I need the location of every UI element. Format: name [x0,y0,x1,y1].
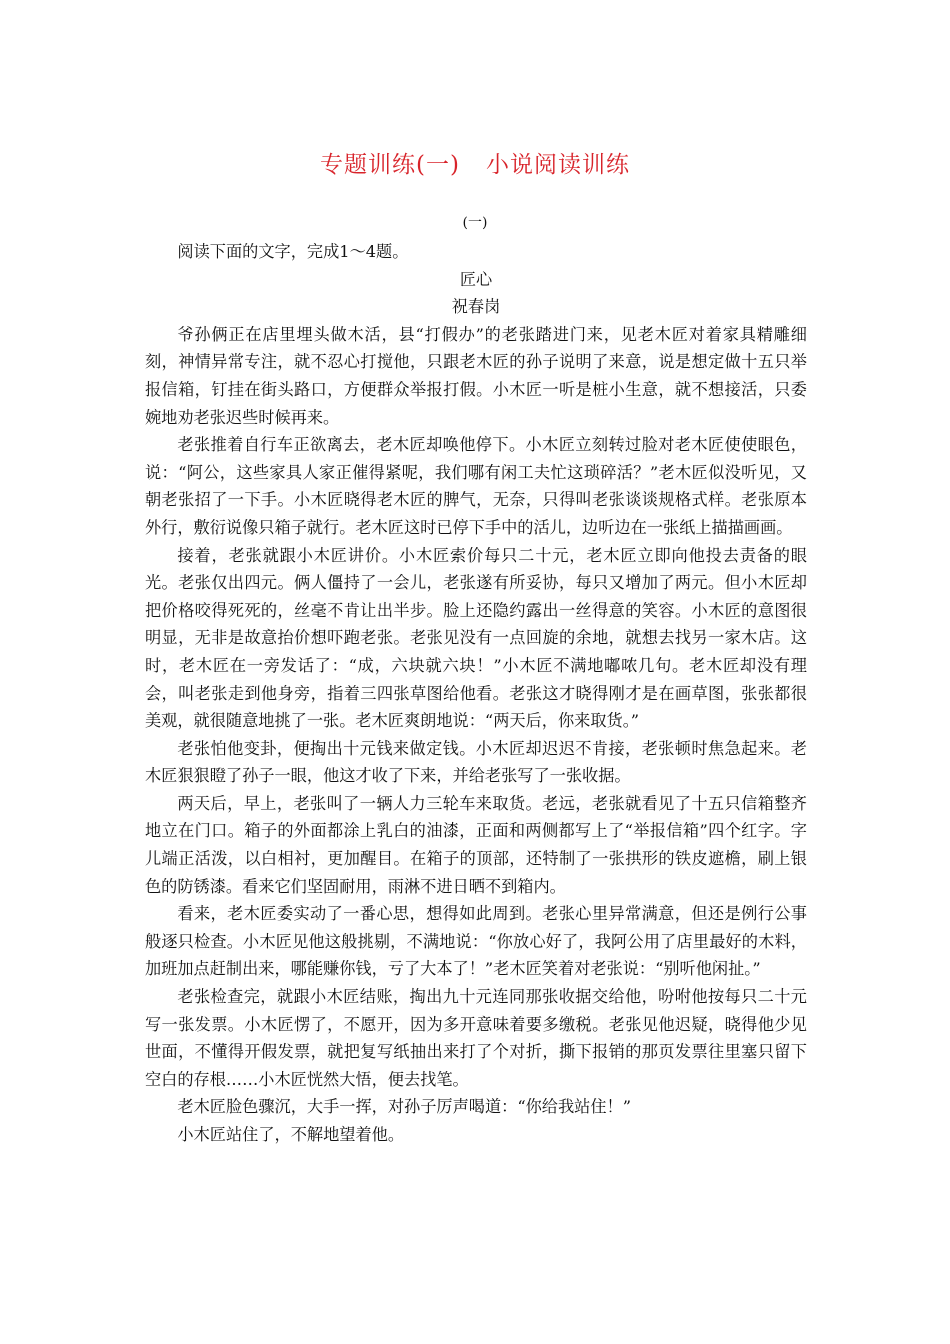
paragraph: 老张检查完，就跟小木匠结账，掏出九十元连同那张收据交给他，吩咐他按每只二十元写一张发票。小木匠愣了，不愿开，因为多开意味着要多缴税。老张见他迟疑，晓得他少见世面，不懂得开假发票，就把复写纸抽出来打了个对折，撕下报销的那页发票往里塞只留下空白的存根……小木匠恍然大悟，便去找笔。 [145,987,807,1089]
instructions: 阅读下面的文字，完成1～4题。 [177,242,409,261]
story-title: 匠心 [459,269,493,289]
paragraph: 接着，老张就跟小木匠讲价。小木匠索价每只二十元，老木匠立即向他投去责备的眼光。老张仅出四元。俩人僵持了一会儿，老张遂有所妥协，每只又增加了两元。但小木匠却把价格咬得死死的，丝毫不肯让出半步。脸上还隐约露出一丝得意的笑容。小木匠的意图很明显，无非是故意抬价想吓跑老张。老张见没有一点回旋的余地，就想去找另一家木店。这时，老木匠在一旁发话了：“成，六块就六块！”小木匠不满地嘟哝几句。老木匠却没有理会，叫老张走到他身旁，指着三四张草图给他看。老张这才晓得刚才是在画草图，张张都很美观，就很随意地挑了一张。老木匠爽朗地说：“两天后，你来取货。” [145,545,807,731]
title-main: 专题训练(一) [320,152,460,178]
reading-passage [145,238,807,1149]
paragraph: 爷孙俩正在店里埋头做木活，县“打假办”的老张踏进门来，见老木匠对着家具精雕细刻，神情异常专注，就不忍心打搅他，只跟老木匠的孙子说明了来意，说是想定做十五只举报信箱，钉挂在街头路口，方便群众举报打假。小木匠一听是桩小生意，就不想接活，只委婉地劝老张迟些时候再来。 [145,324,807,427]
paragraph: 老张推着自行车正欲离去，老木匠却唤他停下。小木匠立刻转过脸对老木匠使使眼色，说：“阿公，这些家具人家正催得紧呢，我们哪有闲工夫忙这琐碎活？”老木匠似没听见，又朝老张招了一下手。小木匠晓得老木匠的脾气，无奈，只得叫老张谈谈规格式样。老张原本外行，敷衍说像只箱子就行。老木匠这时已停下手中的活儿，边听边在一张纸上描描画画。 [145,435,807,537]
section-number: (一) [462,215,488,231]
page-title [0,146,950,179]
paragraph: 两天后，早上，老张叫了一辆人力三轮车来取货。老远，老张就看见了十五只信箱整齐地立在门口。箱子的外面都涂上乳白的油漆，正面和两侧都写上了“举报信箱”四个红字。字儿端正活泼，以白相衬，更加醒目。在箱子的顶部，还特制了一张拱形的铁皮遮檐，刷上银色的防锈漆。看来它们坚固耐用，雨淋不进日晒不到箱内。 [145,793,807,896]
story-author: 祝春岗 [451,297,501,317]
paragraph: 老张怕他变卦，便掏出十元钱来做定钱。小木匠却迟迟不肯接，老张顿时焦急起来。老木匠狠狠瞪了孙子一眼，他这才收了下来，并给老张写了一张收据。 [145,738,807,786]
paragraph: 小木匠站住了，不解地望着他。 [177,1125,405,1144]
paragraph: 看来，老木匠委实动了一番心思，想得如此周到。老张心里异常满意，但还是例行公事般逐只检查。小木匠见他这般挑剔，不满地说：“你放心好了，我阿公用了店里最好的木料，加班加点赶制出来，哪能赚你钱，亏了大本了！”老木匠笑着对老张说：“别听他闲扯。” [145,904,807,979]
paragraph: 老木匠脸色骤沉，大手一挥，对孙子厉声喝道：“你给我站住！” [177,1097,632,1117]
title-sub: 小说阅读训练 [485,152,630,178]
